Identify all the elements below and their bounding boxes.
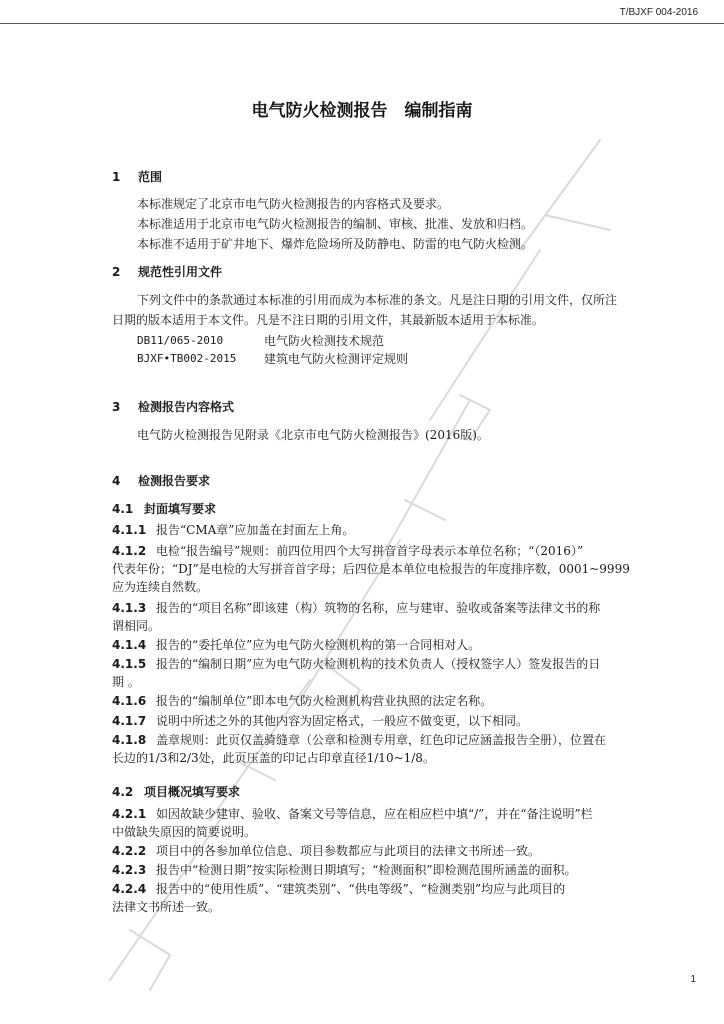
reference-code: BJXF•TB002-2015 xyxy=(137,352,237,365)
clause-text: 报告的“委托单位”应为电气防火检测机构的第一合同相对人。 xyxy=(156,638,481,652)
clause-text-continued: 谓相同。 xyxy=(112,619,161,633)
section-1-number: 1 xyxy=(112,170,121,184)
section-2-title: 规范性引用文件 xyxy=(138,265,223,279)
clause-text: 报告中“检测日期”按实际检测日期填写；“检测面积”即检测范围所涵盖的面积。 xyxy=(156,863,577,877)
clause-text: 盖章规则：此页仅盖骑缝章（公章和检测专用章，红色印记应涵盖报告全册），位置在 xyxy=(156,733,607,747)
clause-number: 4.2.3 xyxy=(112,863,147,877)
clause-text: 报告中的“使用性质”、“建筑类别”、“供电等级”、“检测类别”均应与此项目的 xyxy=(156,882,566,896)
section-4-number: 4 xyxy=(112,474,121,488)
section-3-title: 检测报告内容格式 xyxy=(138,400,235,414)
subsection-4-1-title: 封面填写要求 xyxy=(144,502,217,516)
subsection-4-2-title: 项目概况填写要求 xyxy=(144,785,241,799)
reference-name: 建筑电气防火检测评定规则 xyxy=(264,352,409,366)
clause-number: 4.1.1 xyxy=(112,523,147,537)
section-2-paragraph: 下列文件中的条款通过本标准的引用而成为本标准的条文。凡是注日期的引用文件，仅所注 xyxy=(137,293,618,307)
subsection-4-2-number: 4.2 xyxy=(112,785,134,799)
reference-name: 电气防火检测技术规范 xyxy=(264,334,385,348)
clause-number: 4.2.1 xyxy=(112,807,147,821)
clause-number: 4.2.2 xyxy=(112,844,147,858)
page-number: 1 xyxy=(690,974,696,985)
clause-number: 4.2.4 xyxy=(112,882,147,896)
clause-number: 4.1.3 xyxy=(112,601,147,615)
clause-text: 报告的“编制日期”应为电气防火检测机构的技术负责人（授权签字人）签发报告的日 xyxy=(156,657,601,671)
clause-text: 报告“CMA章”应加盖在封面左上角。 xyxy=(156,523,355,537)
clause-text: 报告的“编制单位”即本电气防火检测机构营业执照的法定名称。 xyxy=(156,694,493,708)
reference-code: DB11/065-2010 xyxy=(137,334,224,347)
header-rule xyxy=(0,23,724,24)
subsection-4-1-number: 4.1 xyxy=(112,502,134,516)
clause-text: 如因故缺少建审、验收、备案文号等信息，应在相应栏中填“/”，并在“备注说明”栏 xyxy=(156,807,593,821)
clause-text-continued: 应为连续自然数。 xyxy=(112,580,209,594)
clause-text-continued: 中做缺失原因的简要说明。 xyxy=(112,825,257,839)
section-1-line: 本标准不适用于矿井地下、爆炸危险场所及防静电、防雷的电气防火检测。 xyxy=(137,237,534,251)
section-1-line: 本标准适用于北京市电气防火检测报告的编制、审核、批准、发放和归档。 xyxy=(137,217,534,231)
clause-text-continued: 期 。 xyxy=(112,675,140,689)
clause-number: 4.1.5 xyxy=(112,657,147,671)
section-1-line: 本标准规定了北京市电气防火检测报告的内容格式及要求。 xyxy=(137,197,450,211)
clause-text: 电检“报告编号”规则：前四位用四个大写拼音首字母表示本单位名称；“（2016）” xyxy=(156,544,584,558)
section-2-number: 2 xyxy=(112,265,121,279)
document-title: 电气防火检测报告 编制指南 xyxy=(251,101,473,121)
section-3-text: 电气防火检测报告见附录《北京市电气防火检测报告》(2016版)。 xyxy=(137,428,489,442)
section-1-title: 范围 xyxy=(138,170,163,184)
clause-text-continued: 法律文书所述一致。 xyxy=(112,900,221,914)
clause-number: 4.1.7 xyxy=(112,714,147,728)
standard-code: T/BJXF 004-2016 xyxy=(619,7,698,18)
section-3-number: 3 xyxy=(112,400,121,414)
clause-text-continued: 代表年份；“DJ”是电检的大写拼音首字母；后四位是本单位电检报告的年度排序数，0001~9999 xyxy=(112,562,630,576)
clause-text: 报告的“项目名称”即该建（构）筑物的名称，应与建审、验收或备案等法律文书的称 xyxy=(156,601,601,615)
clause-number: 4.1.2 xyxy=(112,544,147,558)
clause-text-continued: 长边的1/3和2/3处，此页压盖的印记占印章直径1/10~1/8。 xyxy=(112,751,435,765)
clause-number: 4.1.4 xyxy=(112,638,147,652)
clause-text: 说明中所述之外的其他内容为固定格式，一般应不做变更，以下相同。 xyxy=(156,714,529,728)
section-4-title: 检测报告要求 xyxy=(138,474,211,488)
section-2-paragraph: 日期的版本适用于本文件。凡是不注日期的引用文件，其最新版本适用于本标准。 xyxy=(112,313,545,327)
clause-number: 4.1.6 xyxy=(112,694,147,708)
clause-number: 4.1.8 xyxy=(112,733,147,747)
clause-text: 项目中的各参加单位信息、项目参数都应与此项目的法律文书所述一致。 xyxy=(156,844,541,858)
